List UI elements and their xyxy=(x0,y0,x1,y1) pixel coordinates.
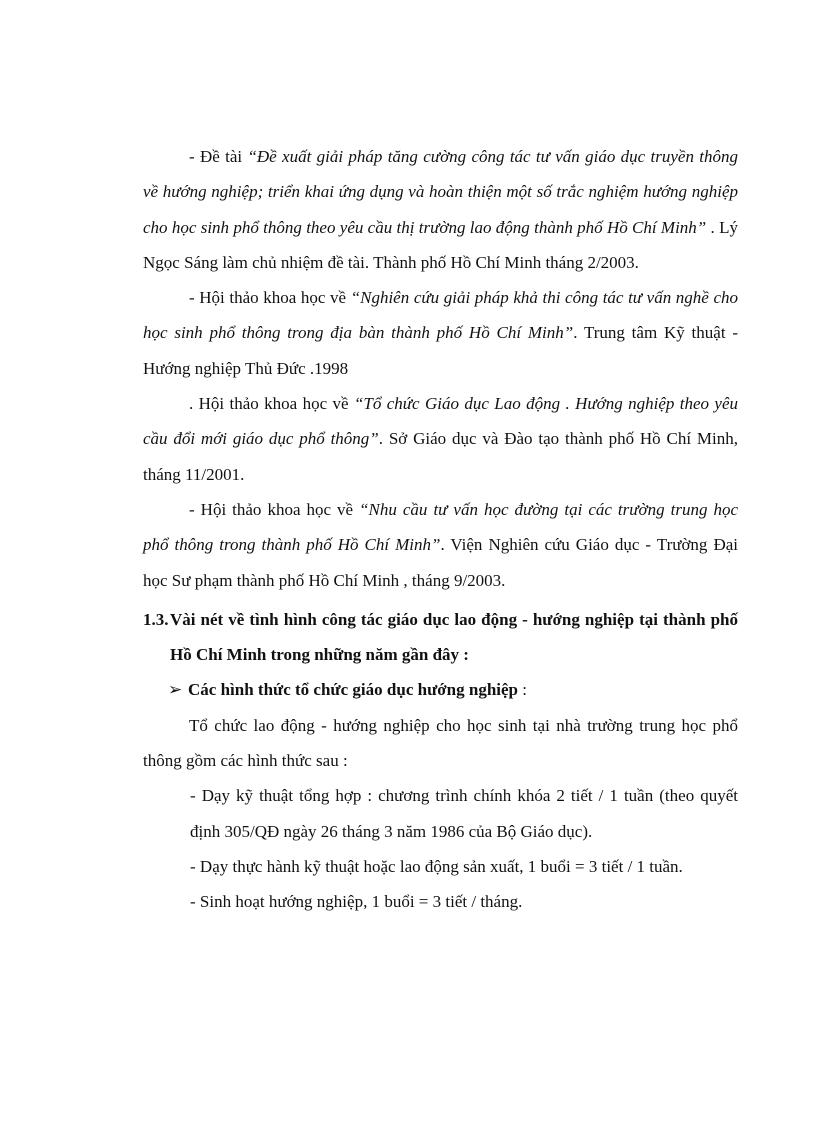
section-heading xyxy=(143,602,738,673)
list-item: - Dạy thực hành kỹ thuật hoặc lao động sản xuất, 1 buổi = 3 tiết / 1 tuần. xyxy=(190,856,683,876)
reference-paragraph xyxy=(143,492,738,598)
reference-title: “Nhu cầu tư vấn học đường tại các trường trung học phổ thông trong thành phố Hồ Chí Minh” xyxy=(143,499,738,555)
subsection-colon: : xyxy=(518,680,527,700)
arrow-bullet-icon: ➢ xyxy=(168,680,183,700)
reference-suffix: . Trung tâm Kỹ thuật - Hướng nghiệp Thủ Đức .1998 xyxy=(143,323,738,378)
reference-prefix: . Hội thảo khoa học về xyxy=(189,394,354,414)
section-title: Vài nét về tình hình công tác giáo dục lao động - hướng nghiệp tại thành phố Hồ Chí Minh trong những năm gần đây : xyxy=(170,609,738,665)
reference-title: “Đề xuất giải pháp tăng cường công tác tư vấn giáo dục truyền thông về hướng nghiệp; triển khai ứng dụng và hoàn thiện một số trắc nghiệm hướng nghiệp cho học sinh phổ thông theo yêu cầu thị trường lao động thành phố Hồ Chí Minh” xyxy=(143,147,738,237)
reference-prefix: - Hội thảo khoa học về xyxy=(189,499,360,519)
reference-prefix: - Hội thảo khoa học về xyxy=(189,288,351,308)
reference-prefix: - Đề tài xyxy=(189,147,248,166)
reference-suffix: . Sở Giáo dục và Đào tạo thành phố Hồ Chí Minh, tháng 11/2001. xyxy=(143,429,738,484)
reference-suffix: . Lý Ngọc Sáng làm chủ nhiệm đề tài. Thành phố Hồ Chí Minh tháng 2/2003. xyxy=(143,217,739,272)
section-number: 1.3. xyxy=(143,609,169,629)
intro-paragraph: Tổ chức lao động - hướng nghiệp cho học sinh tại nhà trường trung học phổ thông gồm các hình thức sau : xyxy=(143,715,738,771)
list-item: - Dạy kỹ thuật tổng hợp : chương trình chính khóa 2 tiết / 1 tuần (theo quyết định 305/QĐ ngày 26 tháng 3 năm 1986 của Bộ Giáo dục). xyxy=(190,786,738,841)
reference-suffix: . Viện Nghiên cứu Giáo dục - Trường Đại học Sư phạm thành phố Hồ Chí Minh , tháng 9/2003. xyxy=(143,535,738,590)
list-item: - Sinh hoạt hướng nghiệp, 1 buổi = 3 tiết / tháng. xyxy=(190,892,523,912)
reference-paragraph xyxy=(143,280,738,386)
reference-title: “Nghiên cứu giải pháp khả thi công tác tư vấn nghề cho học sinh phổ thông trong địa bàn thành phố Hồ Chí Minh” xyxy=(143,288,738,343)
subsection-heading xyxy=(168,672,738,707)
reference-paragraph xyxy=(143,139,738,280)
page-content xyxy=(143,139,738,920)
reference-paragraph xyxy=(143,386,738,492)
reference-title: “Tổ chức Giáo dục Lao động . Hướng nghiệp theo yêu cầu đổi mới giáo dục phổ thông” xyxy=(143,394,738,449)
subsection-title: Các hình thức tổ chức giáo dục hướng nghiệp xyxy=(188,680,519,700)
